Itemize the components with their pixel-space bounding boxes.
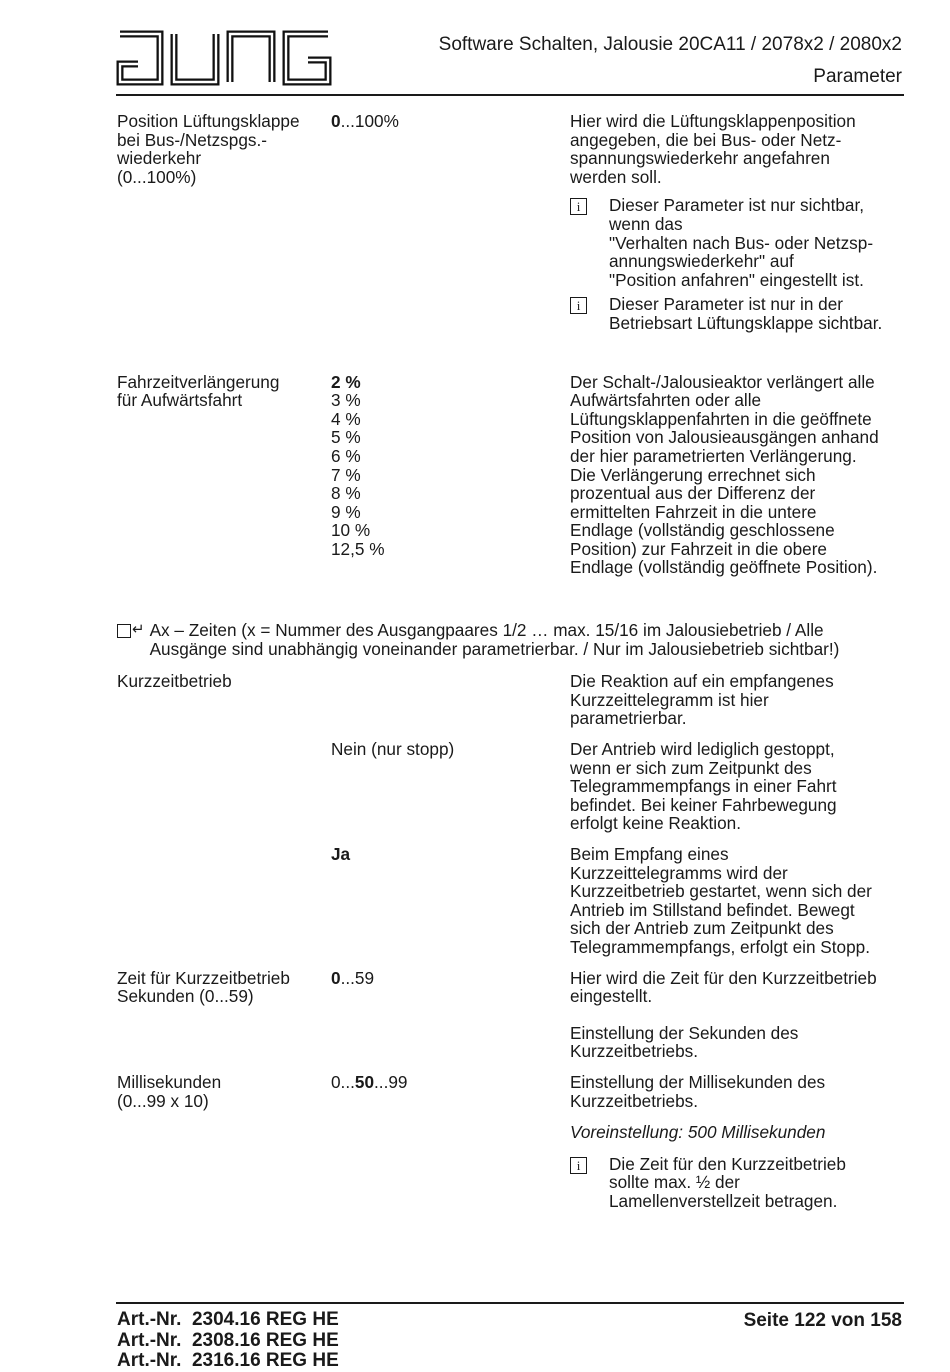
param-description: Der Schalt-/Jalousieaktor verlängert alle Aufwärtsfahrten oder alle Lüftungsklappenfahrten in die geöffnete Position von Jalousieausgängen anhand der hier parametrierten Verlängerung. Die Verlängerung errechnet sich prozentual aus der Differenz der ermittelten Fahrzeit in die untere Endlage (vollständig geschlossene Position) zur Fahrzeit in die obere Endlage (vollständig geöffnete Position). bbox=[570, 371, 879, 578]
article-number: Art.-Nr. 2308.16 REG HE bbox=[117, 1329, 339, 1351]
option: 10 % bbox=[331, 520, 371, 541]
option-label: Nein (nur stopp) bbox=[331, 739, 455, 760]
option: 5 % bbox=[331, 427, 361, 448]
option: 9 % bbox=[331, 501, 361, 522]
info-note bbox=[570, 295, 904, 332]
option: 4 % bbox=[331, 408, 361, 429]
note-text: Dieser Parameter ist nur sichtbar, wenn das "Verhalten nach Bus- oder Netzsp- annungswiederkehr" auf "Position anfahren" eingestellt ist. bbox=[609, 195, 874, 290]
info-note bbox=[570, 1155, 904, 1211]
param-row-milli bbox=[117, 1073, 904, 1211]
jung-logo bbox=[116, 30, 334, 86]
default-value: 50 bbox=[354, 1071, 375, 1092]
param-option-row bbox=[117, 845, 904, 957]
param-row-fahrzeit bbox=[117, 373, 904, 578]
param-label: Fahrzeitverlängerung für Aufwärtsfahrt bbox=[117, 371, 280, 411]
footer-divider bbox=[116, 1302, 904, 1304]
param-description bbox=[570, 1073, 904, 1211]
option-default: Ja bbox=[331, 844, 351, 864]
description-text: Hier wird die Zeit für den Kurzzeitbetrieb eingestellt. bbox=[570, 967, 877, 1007]
param-description bbox=[570, 969, 904, 1061]
info-icon: i bbox=[570, 198, 587, 215]
info-icon: i bbox=[570, 1157, 587, 1174]
option: 6 % bbox=[331, 445, 361, 466]
param-options bbox=[331, 373, 570, 559]
return-arrow-icon: ↵ bbox=[132, 621, 145, 639]
param-label: Kurzzeitbetrieb bbox=[117, 671, 232, 692]
param-row-kurzzeit bbox=[117, 672, 904, 728]
option: 3 % bbox=[331, 390, 361, 411]
param-description bbox=[570, 112, 904, 333]
header-divider bbox=[116, 94, 904, 96]
article-numbers bbox=[117, 1310, 339, 1372]
value-range: 0... bbox=[331, 1071, 355, 1092]
article-number: Art.-Nr. 2304.16 REG HE bbox=[117, 1309, 339, 1330]
param-description: Die Reaktion auf ein empfangenes Kurzzeittelegramm ist hier parametrierbar. bbox=[570, 671, 834, 729]
info-note bbox=[570, 196, 904, 289]
description-text: Einstellung der Millisekunden des Kurzzeitbetriebs. bbox=[570, 1071, 826, 1111]
param-option-row bbox=[117, 740, 904, 833]
note-text: Dieser Parameter ist nur in der Betriebsart Lüftungsklappe sichtbar. bbox=[609, 294, 883, 333]
page-number: Seite 122 von 158 bbox=[743, 1310, 902, 1331]
option: 12,5 % bbox=[331, 538, 385, 559]
article-number: Art.-Nr. 2316.16 REG HE bbox=[117, 1350, 339, 1371]
section-heading-text: Ax – Zeiten (x = Nummer des Ausgangpaares 1/2 … max. 15/16 im Jalousiebetrieb / Alle Ausgänge sind unabhängig voneinander parametrierbar. / Nur im Jalousiebetrieb sichtbar!) bbox=[149, 620, 840, 659]
default-value: 0 bbox=[331, 967, 341, 988]
param-values bbox=[331, 112, 570, 131]
info-icon: i bbox=[570, 297, 587, 314]
option: 8 % bbox=[331, 483, 361, 504]
param-row-zeit bbox=[117, 969, 904, 1061]
param-values bbox=[331, 969, 570, 988]
document-title: Software Schalten, Jalousie 20CA11 / 2078x2 / 2080x2 bbox=[438, 34, 902, 55]
value-range: ...99 bbox=[374, 1071, 408, 1092]
option-default: 2 % bbox=[331, 371, 361, 392]
parameter-table bbox=[117, 112, 904, 1211]
option-description: Der Antrieb wird lediglich gestoppt, wenn er sich zum Zeitpunkt des Telegrammempfangs in einer Fahrt befindet. Bei keiner Fahrbewegung erfolgt keine Reaktion. bbox=[570, 739, 837, 834]
param-values bbox=[331, 1073, 570, 1092]
description-text: Hier wird die Lüftungsklappenposition angegeben, die bei Bus- oder Netz- spannungswiederkehr angefahren werden soll. bbox=[570, 111, 856, 187]
description-text: Einstellung der Sekunden des Kurzzeitbetriebs. bbox=[570, 1022, 799, 1062]
option: 7 % bbox=[331, 464, 361, 485]
section-heading bbox=[117, 621, 904, 658]
default-setting-note: Voreinstellung: 500 Millisekunden bbox=[570, 1122, 826, 1143]
note-text: Die Zeit für den Kurzzeitbetrieb sollte max. ½ der Lamellenverstellzeit betragen. bbox=[609, 1153, 846, 1211]
option-description: Beim Empfang eines Kurzzeittelegramms wird der Kurzzeitbetrieb gestartet, wenn sich der Antrieb im Stillstand befindet. Bewegt sich der Antrieb zum Zeitpunkt des Telegrammempfangs, erfolgt ein Stopp. bbox=[570, 844, 872, 957]
param-label: Millisekunden (0...99 x 10) bbox=[117, 1071, 222, 1111]
param-row-position bbox=[117, 112, 904, 333]
param-label: Zeit für Kurzzeitbetrieb Sekunden (0...59) bbox=[117, 967, 290, 1007]
value-range: ...59 bbox=[340, 967, 375, 988]
section-title: Parameter bbox=[813, 66, 902, 87]
value-range: ...100% bbox=[340, 111, 399, 131]
default-value: 0 bbox=[331, 111, 341, 131]
fold-icon bbox=[117, 624, 131, 638]
param-label: Position Lüftungsklappe bei Bus-/Netzspgs.- wiederkehr (0...100%) bbox=[117, 111, 300, 187]
